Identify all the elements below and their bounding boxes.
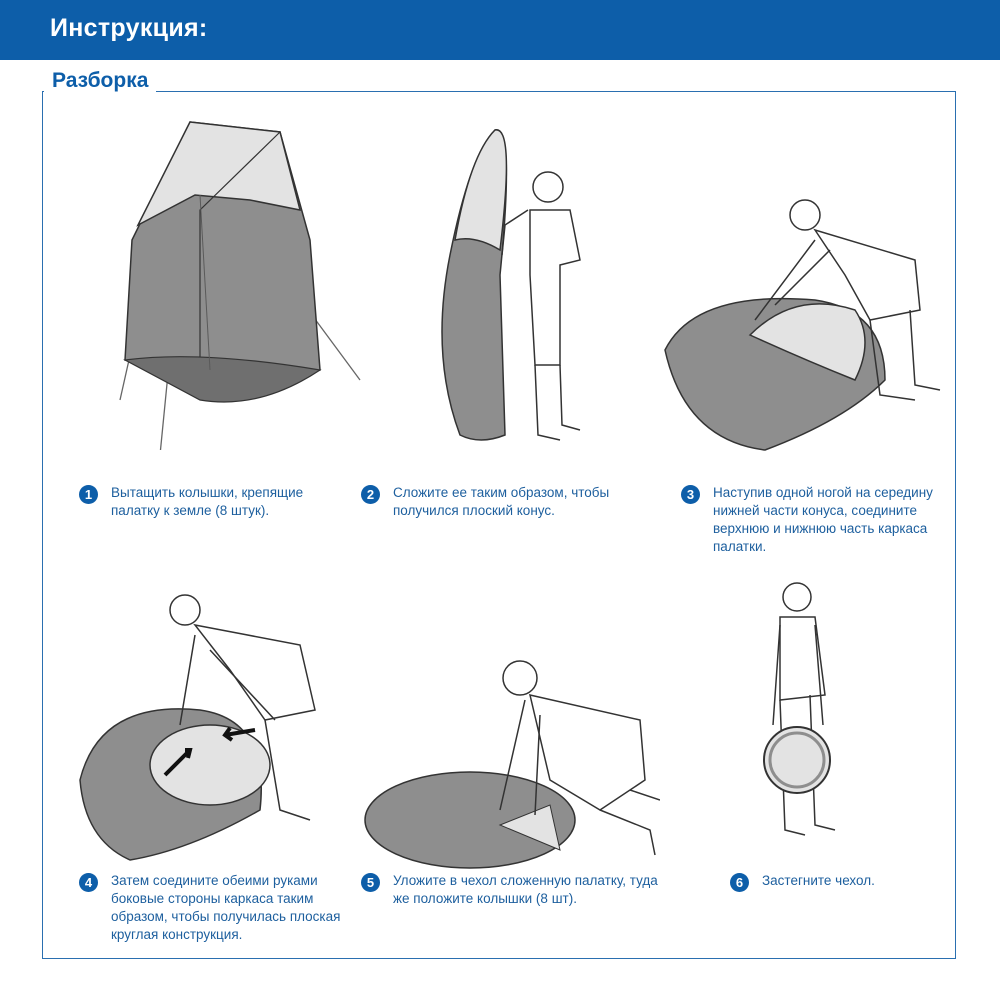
step-number-6: 6 — [730, 873, 749, 892]
step-5 — [361, 872, 658, 908]
step-number-1: 1 — [79, 485, 98, 504]
step-3 — [681, 484, 933, 556]
step-4 — [79, 872, 340, 944]
step-number-3: 3 — [681, 485, 700, 504]
step-6 — [730, 872, 875, 892]
header-bar — [0, 0, 1000, 60]
step-text-1: Вытащить колышки, крепящие палатку к земле (8 штук). — [111, 485, 304, 518]
step-text-6: Застегните чехол. — [762, 873, 875, 888]
step-text-2: Сложите ее таким образом, чтобы получился плоский конус. — [393, 485, 610, 518]
step-text-4: Затем соедините обеими руками боковые стороны каркаса таким образом, чтобы получилась плоская круглая конструкция. — [111, 873, 341, 942]
step-2 — [361, 484, 609, 520]
step-text-5: Уложите в чехол сложенную палатку, туда же положите колышки (8 шт). — [393, 873, 658, 906]
step-1 — [79, 484, 303, 520]
illustration-join-sides — [70, 560, 370, 900]
section-title: Разборка — [44, 69, 156, 93]
step-number-5: 5 — [361, 873, 380, 892]
page-title: Инструкция: — [50, 14, 208, 42]
illustration-carry-case — [745, 575, 855, 860]
step-number-4: 4 — [79, 873, 98, 892]
illustration-step-on-cone — [655, 160, 955, 500]
step-text-3: Наступив одной ногой на середину нижней части конуса, соедините верхнюю и нижнюю часть каркаса палатки. — [713, 485, 933, 554]
step-number-2: 2 — [361, 485, 380, 504]
illustration-tent-standing — [100, 110, 400, 450]
